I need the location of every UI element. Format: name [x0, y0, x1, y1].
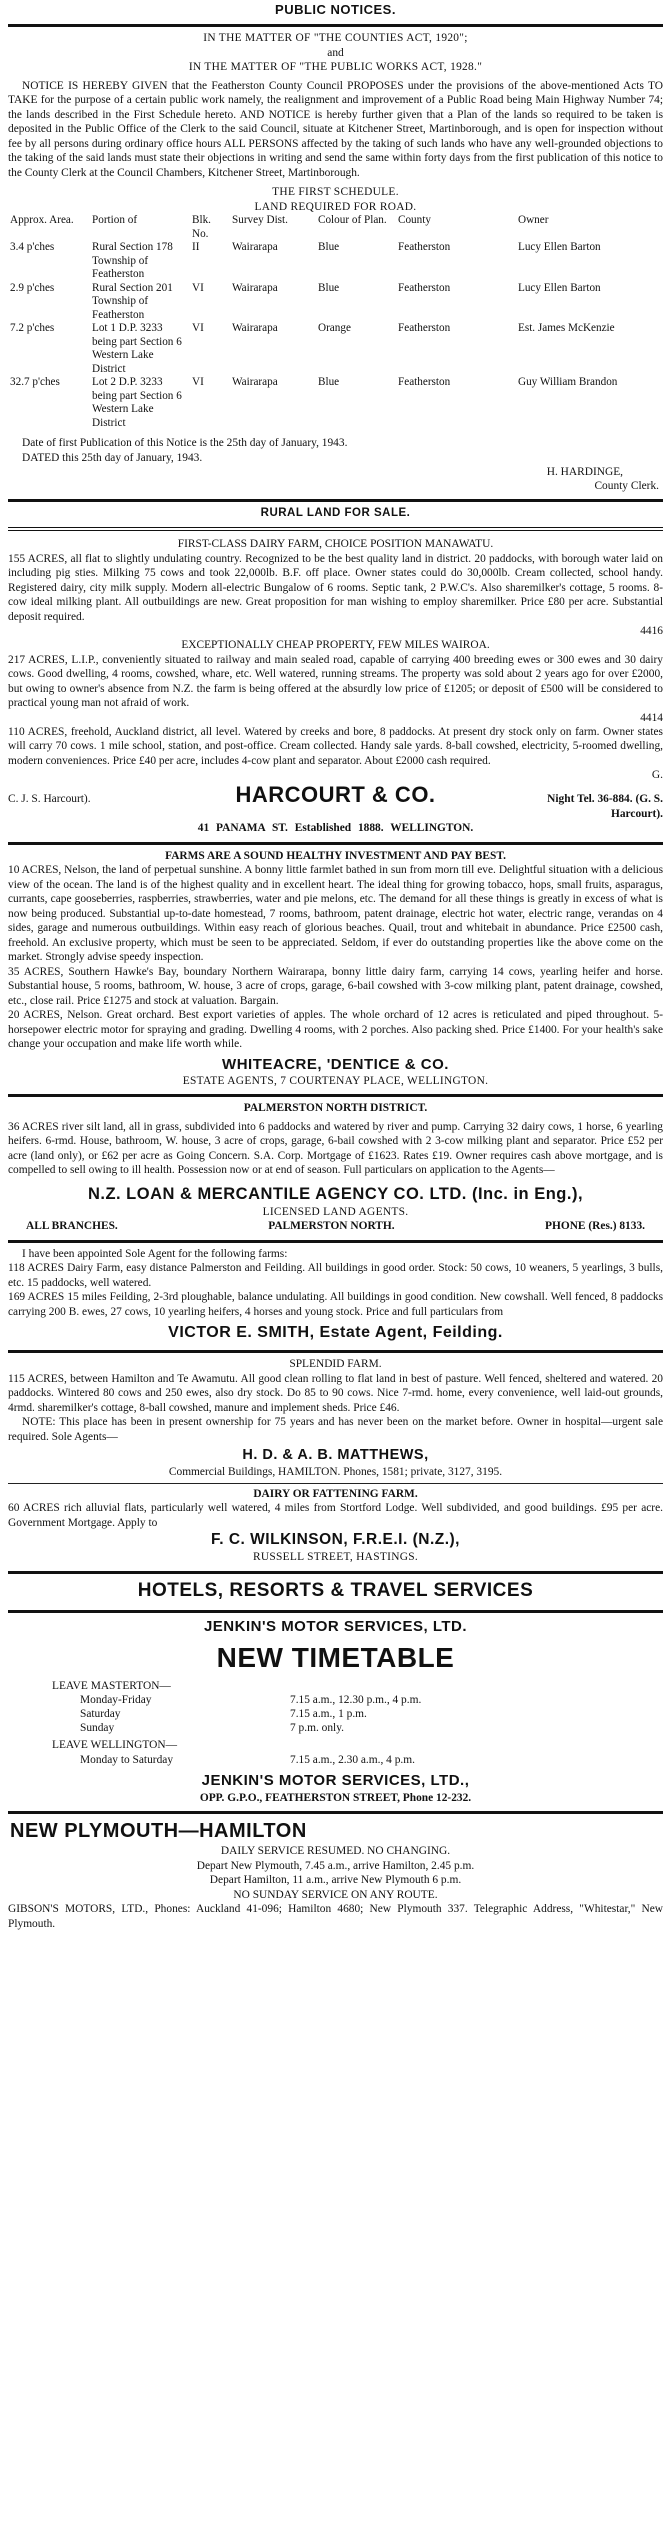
hotels-heading: HOTELS, RESORTS & TRAVEL SERVICES: [137, 1579, 534, 1601]
schedule-line: [8, 1721, 663, 1735]
divider: [8, 1240, 663, 1243]
rural-heading: RURAL LAND FOR SALE.: [260, 507, 411, 519]
cell: Lot 1 D.P. 3233 being part Section 6 Western Lake District: [92, 322, 182, 375]
cell: Featherston: [398, 281, 451, 294]
matthews-body: 115 ACRES, between Hamilton and Te Awamutu. All good clean rolling to flat land in best of pasture. Well fenced, sheltered and watered. 20 paddocks. Wintered 80 cows and 250 ewes, also dry stock. Do 85 to 90 cows. Nice 7-rmd. home, every convenience, well laid-out grounds, 4rmd. sharemilker's cottage, 8-ball cowshed, manure and implement sheds. Price £46.: [8, 1372, 663, 1414]
schedule-line: [8, 1707, 663, 1721]
wilkinson-section: [8, 1487, 663, 1565]
notice-and: and: [327, 46, 344, 59]
schedule-day: Monday to Saturday: [80, 1753, 174, 1766]
jenkins-leave-2: LEAVE WELLINGTON—: [52, 1739, 177, 1751]
wilkinson-firm: F. C. WILKINSON, F.R.E.I. (N.Z.),: [211, 1531, 460, 1548]
divider: [8, 1811, 663, 1814]
branches: ALL BRANCHES.: [26, 1220, 118, 1232]
schedule-header-row: [8, 214, 663, 241]
cell: Featherston: [398, 376, 451, 388]
divider: [8, 842, 663, 845]
whiteacre-heading: FARMS ARE A SOUND HEALTHY INVESTMENT AND PAY BEST.: [165, 849, 506, 862]
jenkins-sub: OPP. G.P.O., FEATHERSTON STREET, Phone 12-232.: [199, 1791, 472, 1804]
agent-right: Night Tel. 36-884. (G. S. Harcourt).: [547, 793, 663, 820]
schedule-times: 7.15 a.m., 12.30 p.m., 4 p.m.: [290, 1694, 422, 1706]
notice-matter-2: IN THE MATTER OF "THE PUBLIC WORKS ACT, 1928.": [188, 61, 483, 73]
whiteacre-body-1: 10 ACRES, Nelson, the land of perpetual sunshine. A bonny little farmlet bathed in sun from morn till eve. Delightful situation with a delicious view of the ocean. The land is of the highest quality and in excellent heart. The ideal thing for growing tobacco, hops, small fruits, asparagus, currants, cape gooseberries, raspberries, strawberries, water and pie melons, etc. The demand for all these things is greatly in excess of what is now being produced. Substantial up-to-date homestead, 7 rooms, bathroom, patent drainage, electric hot water, electric range, verandas on 4 sides, garage and numerous outbuildings. Within easy reach of glorious beaches. Quail, trout and whitebait in abundance. Price £2500 cash, freehold. An exclusive property, which must be seen to be appreciated. Seldom, if ever do outstanding properties like the above come on the market. Strongly advise speedy inspection.: [8, 864, 663, 963]
cell: VI: [192, 376, 204, 388]
palmerston-heading: PALMERSTON NORTH DISTRICT.: [243, 1102, 428, 1114]
whiteacre-firm-sub: ESTATE AGENTS, 7 COURTENAY PLACE, WELLINGTON.: [182, 1074, 489, 1087]
schedule-line: [8, 1693, 663, 1707]
divider: [8, 1483, 663, 1484]
wilkinson-sub: RUSSELL STREET, HASTINGS.: [252, 1551, 419, 1563]
jenkins-firm: JENKIN'S MOTOR SERVICES, LTD.,: [201, 1771, 470, 1789]
matthews-firm: H. D. & A. B. MATTHEWS,: [242, 1447, 429, 1463]
cell: Wairarapa: [232, 241, 278, 253]
schedule-day: Saturday: [80, 1708, 121, 1720]
cell: Blue: [318, 241, 340, 253]
table-row: [8, 241, 663, 282]
schedule-title: THE FIRST SCHEDULE.: [272, 186, 399, 198]
matthews-sub: Commercial Buildings, HAMILTON. Phones, 1581; private, 3127, 3195.: [168, 1466, 503, 1478]
divider: [8, 24, 663, 27]
jenkins-section: [8, 1617, 663, 1806]
farm1-heading: FIRST-CLASS DAIRY FARM, CHOICE POSITION MANAWATU.: [177, 538, 494, 550]
cell: 3.4 p'ches: [10, 241, 55, 253]
farm2-body: 217 ACRES, L.I.P., conveniently situated to railway and main sealed road, capable of carrying 400 breeding ewes or 300 ewes and 30 dairy cows. Good dwelling, 4 rooms, cowshed, whare, etc. Well watered, running streams. The property was sold about 2 years ago for over £2000, but owing to owner's absence from N.Z. the farm is being offered at the absurdly low price of £1205; or deposit of £500 will be considered to practical young man not afraid of work.: [8, 653, 663, 709]
col-header: Portion of: [92, 214, 138, 226]
farm1-body: 155 ACRES, all flat to slightly undulating country. Recognized to be the best quality land in district. 20 paddocks, with borough water laid on including pig sties. Milking 75 cows and took 22,000lb. B.F. off place. Owner states could do 30,000lb. Cream collected, school handy. Registered dairy, city milk supply. Modern all-electric Bungalow of 6 rooms. Septic tank, 2 P.W.C's. Also sharemilker's cottage, 5 rooms. 8-cow ideal milking plant. All outbuildings are new. Great proposition for man wishing to employ sharemilker. Price £80 per acre. Substantial deposit required.: [8, 552, 663, 623]
wilkinson-heading: DAIRY OR FATTENING FARM.: [253, 1487, 418, 1500]
palmerston-body: 36 ACRES river silt land, all in grass, subdivided into 6 paddocks and watered by river and pump. Carrying 32 dairy cows, 1 horse, 6 yearling heifers. 6-rmd. House, bathroom, W. house, 3 acre of crops, garage, 6-bail cowshed with 2 3-cow milking plant and separator. Price £52 per acre (land only), or £62 per acre as Going Concern. S.A. Corp. Mortgage of £1623. Rates £19. Owner requires cash above mortgage, and is compelled to sell owing to ill health. Possession now or at end of season. Full particulars on application to the Agents—: [8, 1120, 663, 1176]
gibson-line-2: Depart New Plymouth, 7.45 a.m., arrive Hamilton, 2.45 p.m.: [196, 1859, 475, 1872]
cell: Featherston: [398, 322, 451, 334]
agent-address: 41 PANAMA ST. Established 1888. WELLINGTON.: [197, 822, 474, 834]
cell: Blue: [318, 281, 340, 294]
gibson-line-4: NO SUNDAY SERVICE ON ANY ROUTE.: [233, 1888, 438, 1901]
cell: Lucy Ellen Barton: [518, 281, 601, 294]
palmerston-section: [8, 1101, 663, 1234]
farm2-heading: EXCEPTIONALLY CHEAP PROPERTY, FEW MILES WAIROA.: [181, 639, 490, 651]
cell: Orange: [318, 322, 351, 334]
cell: Wairarapa: [232, 322, 278, 334]
gibson-line-5: GIBSON'S MOTORS, LTD., Phones: Auckland 41-096; Hamilton 4680; New Plymouth 337. Telegraphic Address, "Whitestar," New Plymouth.: [8, 1903, 663, 1930]
cell: Wairarapa: [232, 376, 278, 388]
smith-firm: VICTOR E. SMITH, Estate Agent, Feilding.: [168, 1324, 503, 1341]
palmerston-sub: LICENSED LAND AGENTS.: [262, 1205, 409, 1218]
cell: 2.9 p'ches: [10, 281, 55, 294]
cell: Rural Section 201 Township of Featherston: [92, 281, 173, 321]
gibson-line-3: Depart Hamilton, 11 a.m., arrive New Plymouth 6 p.m.: [209, 1874, 462, 1886]
schedule-times: 7.15 a.m., 2.30 a.m., 4 p.m.: [290, 1753, 415, 1766]
jenkins-name: JENKIN'S MOTOR SERVICES, LTD.: [203, 1617, 468, 1635]
agent-left: C. J. S. Harcourt).: [8, 793, 91, 805]
cell: Lucy Ellen Barton: [518, 241, 601, 253]
cell: Est. James McKenzie: [518, 322, 615, 334]
matthews-section: [8, 1357, 663, 1480]
divider: [8, 1350, 663, 1353]
table-row: [8, 322, 663, 376]
divider: [8, 527, 663, 531]
table-row: [8, 282, 663, 323]
smith-intro: I have been appointed Sole Agent for the following farms:: [22, 1247, 288, 1260]
notice-dated: DATED this 25th day of January, 1943.: [22, 451, 203, 464]
divider: [8, 1571, 663, 1574]
cell: Blue: [318, 376, 340, 388]
whiteacre-section: [8, 849, 663, 1089]
gibson-line-1: DAILY SERVICE RESUMED. NO CHANGING.: [220, 1845, 451, 1857]
smith-body-2: 169 ACRES 15 miles Feilding, 2-3rd ploughable, balance undulating. All buildings in good condition. New cowshall. Well fenced, 8 paddocks carrying 200 B. ewes, 27 cows, 10 yearling heifers, 4 horses and young stock. Price and full particulars from: [8, 1291, 663, 1318]
cell: Guy William Brandon: [518, 376, 618, 388]
notice-matter-1: IN THE MATTER OF "THE COUNTIES ACT, 1920";: [203, 32, 468, 44]
schedule-line: [8, 1753, 663, 1767]
harcourt-agent-row: [8, 783, 663, 821]
cell: VI: [192, 322, 204, 334]
matthews-heading: SPLENDID FARM.: [289, 1358, 382, 1370]
phone: PHONE (Res.) 8133.: [545, 1220, 645, 1232]
farm2-ref: 4414: [640, 711, 663, 724]
gibson-title: NEW PLYMOUTH—HAMILTON: [10, 1820, 307, 1842]
cell: Lot 2 D.P. 3233 being part Section 6 Western Lake District: [92, 376, 182, 429]
cell: Wairarapa: [232, 281, 278, 294]
section-title: PUBLIC NOTICES.: [275, 2, 396, 17]
table-row: [8, 376, 663, 430]
cell: Featherston: [398, 241, 451, 253]
whiteacre-body-2: 35 ACRES, Southern Hawke's Bay, boundary Northern Wairarapa, bonny little dairy farm, carrying 14 cows, yearling heifer and horse. Substantial house, 5 rooms, bathroom, W. house, 3 acre of crops, garage, 6-bail cowshed with 3-cow milking plant, patent drainage, cowshed, etc., close rail. Price £1275 and stock at valuation. Bargain.: [8, 965, 663, 1007]
cell: 32.7 p'ches: [10, 376, 60, 388]
smith-section: [8, 1247, 663, 1345]
whiteacre-body-3: 20 ACRES, Nelson. Great orchard. Best export varieties of apples. The whole orchard of 12 acres is reticulated and piped throughout. 5-horsepower electric motor for spraying and grading. Dwelling 4 rooms, with 2 porches. Also packing shed. Price £1400. For your health's sake change your occupation and make life worth while.: [8, 1009, 663, 1050]
gibson-section: [8, 1818, 663, 1931]
cell: VI: [192, 281, 204, 294]
jenkins-leave-1: LEAVE MASTERTON—: [52, 1679, 171, 1692]
public-notice: [8, 31, 663, 493]
col-header: Colour of Plan.: [318, 214, 387, 226]
divider: [8, 1610, 663, 1613]
divider: [8, 499, 663, 502]
jenkins-title: NEW TIMETABLE: [216, 1641, 455, 1673]
whiteacre-firm: WHITEACRE, 'DENTICE & CO.: [222, 1055, 449, 1073]
matthews-note: NOTE: This place has been in present ownership for 75 years and has never been on the market before. Owner in hospital—urgent sale required. Sole Agents—: [8, 1416, 663, 1443]
farm1-ref: 4416: [640, 625, 663, 637]
col-header: County: [398, 214, 431, 226]
notice-body: NOTICE IS HEREBY GIVEN that the Featherston County Council PROPOSES under the provisions of the above-mentioned Acts TO TAKE for the purpose of a certain public work namely, the realignment and improvement of a Public Road being Main Highway Number 74; the lands described in the First Schedule hereto. AND NOTICE is hereby further given that a Plan of the lands so required to be taken is deposited in the Public Office of the Clerk to the said Council, situate at Kitchener Street, Martinborough, and is open for inspection without fee by all persons during ordinary office hours ALL PERSONS affected by the taking of such lands who have any well-grounded objections to the taking of the said lands must state their objections in writing and send the same within forty days from the first publication of this notice to the County Clerk at the Council Chambers, Kitchener Street, Martinborough.: [8, 79, 663, 179]
notice-date-first: Date of first Publication of this Notice is the 25th day of January, 1943.: [22, 437, 348, 449]
location: PALMERSTON NORTH.: [268, 1220, 395, 1232]
notice-signer: H. HARDINGE,: [546, 466, 623, 478]
rural-land-section: [8, 506, 663, 836]
col-header: Blk. No.: [192, 214, 211, 240]
cell: Rural Section 178 Township of Featherston: [92, 241, 173, 280]
cell: 7.2 p'ches: [10, 322, 55, 334]
palmerston-firm: N.Z. LOAN & MERCANTILE AGENCY CO. LTD. (Inc. in Eng.),: [87, 1184, 584, 1203]
notice-signer-title: County Clerk.: [594, 480, 659, 492]
schedule-table: [8, 214, 663, 430]
schedule-day: Monday-Friday: [80, 1694, 152, 1706]
wilkinson-body: 60 ACRES rich alluvial flats, particularly well watered, 4 miles from Stortford Lodge. Well subdivided, and good buildings. £95 per acre. Government Mortgage. Apply to: [8, 1502, 663, 1529]
schedule-subtitle: LAND REQUIRED FOR ROAD.: [254, 200, 417, 213]
schedule-times: 7 p.m. only.: [290, 1722, 344, 1734]
cell: II: [192, 241, 200, 253]
schedule-day: Sunday: [80, 1722, 115, 1734]
schedule-times: 7.15 a.m., 1 p.m.: [290, 1708, 367, 1720]
col-header: Survey Dist.: [232, 214, 288, 226]
smith-body-1: 118 ACRES Dairy Farm, easy distance Palmerston and Feilding. All buildings in good order. Stock: 50 cows, 10 weaners, 5 yearlings, 3 bulls, etc. 15 paddocks, well watered.: [8, 1262, 663, 1289]
col-header: Owner: [518, 214, 549, 226]
divider: [8, 1094, 663, 1097]
farm3-body: 110 ACRES, freehold, Auckland district, all level. Watered by creeks and bore, 8 paddocks. At present dry stock only on farm. Owner states will carry 70 cows. 1 mile school, station, and post-office. Cream collected. Handy sale yards. 8-ball cowshed, electricity, 5-roomed dwelling, modern conveniences. Price £40 per acre, includes 4-cow plant and separator. About £2000 cash required.: [8, 725, 663, 767]
col-header: Approx. Area.: [10, 214, 74, 226]
palmerston-contact-row: [8, 1219, 663, 1234]
farm3-ref: G.: [651, 769, 663, 781]
agent-name: HARCOURT & CO.: [235, 782, 436, 807]
